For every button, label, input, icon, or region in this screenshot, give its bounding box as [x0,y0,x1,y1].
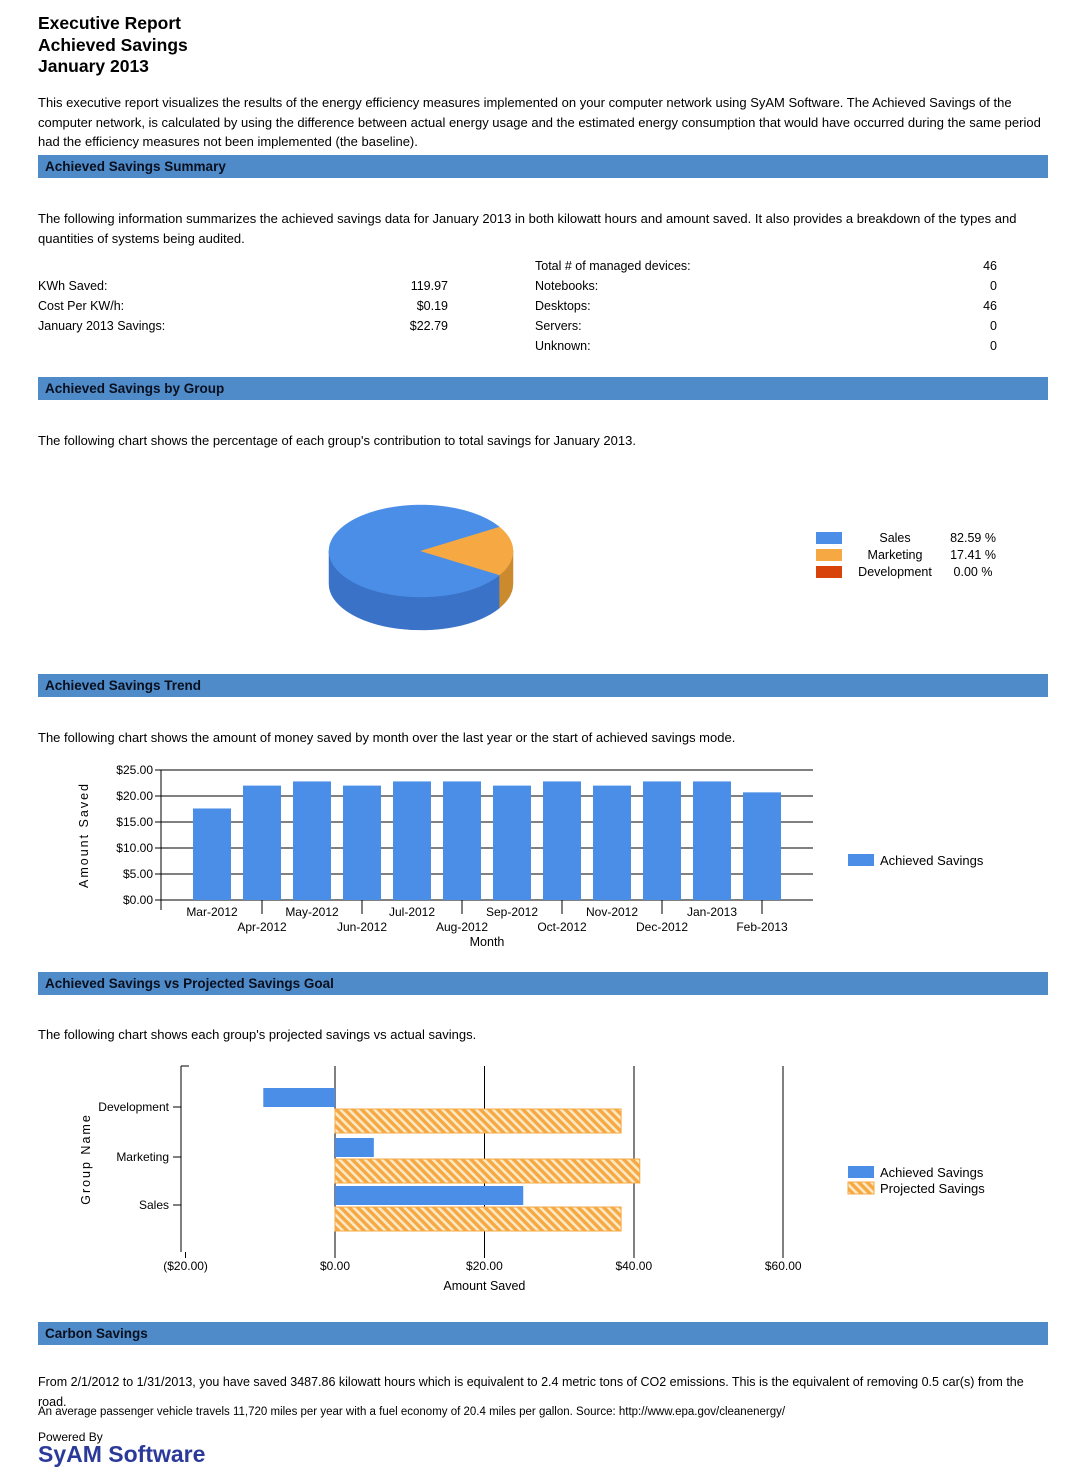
report-title [38,13,188,78]
svg-text:Nov-2012: Nov-2012 [585,905,639,919]
summary-label: Total # of managed devices: [535,259,691,273]
svg-text:Apr-2012: Apr-2012 [237,920,287,934]
trend-plot [77,763,813,949]
trend-bar-chart [38,758,1048,958]
trend-bar [193,808,231,900]
achieved-bar [335,1186,523,1205]
summary-value: 46 [983,299,997,313]
report-title-line3: January 2013 [38,56,149,76]
summary-right-labels [535,256,835,356]
projected-bar [335,1109,621,1133]
svg-text:May-2012: May-2012 [285,905,339,919]
svg-text:Achieved Savings: Achieved Savings [880,853,984,868]
svg-text:Marketing: Marketing [116,1150,169,1164]
summary-value: 0 [990,279,997,293]
section-header-vs-projected: Achieved Savings vs Projected Savings Goal [38,972,1048,995]
trend-bar [593,786,631,900]
svg-text:$20.00: $20.00 [116,789,153,803]
pie-legend-row [816,563,1008,580]
pie-legend-label: Development [858,564,932,579]
svg-text:$20.00: $20.00 [466,1259,503,1273]
section-header-trend: Achieved Savings Trend [38,674,1048,697]
report-title-line2: Achieved Savings [38,34,188,55]
trend-bar [743,792,781,900]
report-intro: This executive report visualizes the results of the energy efficiency measures implemented on your computer network using SyAM Software. The Achieved Savings of the computer network, is calculated by using the difference between actual energy usage and the estimated energy consumption that would have occurred during the same period had the efficiency measures not been implemented (the baseline). [38,95,1041,149]
svg-text:Sales: Sales [138,1198,169,1212]
trend-bar [393,781,431,900]
carbon-savings-text: From 2/1/2012 to 1/31/2013, you have saved 3487.86 kilowatt hours which is equivalent to 2.4 metric tons of CO2 emissions. This is the equivalent of removing 0.5 car(s) from the road. [38,1375,1024,1409]
svg-text:Amount Saved: Amount Saved [443,1279,526,1293]
svg-text:$5.00: $5.00 [122,867,153,881]
svg-text:Feb-2013: Feb-2013 [736,920,788,934]
trend-bar [343,786,381,900]
svg-text:$60.00: $60.00 [764,1259,802,1273]
carbon-source-text: An average passenger vehicle travels 11,720 miles per year with a fuel economy of 20.4 miles per gallon. Source: http://www.epa.gov/cleanenergy/ [38,1406,786,1418]
svg-text:$15.00: $15.00 [116,815,153,829]
syam-software-logo: SyAM Software [38,1441,206,1467]
summary-value: $22.79 [409,319,448,333]
summary-right-values [835,256,997,356]
svg-text:Oct-2012: Oct-2012 [537,920,587,934]
marketing-swatch-icon [816,549,842,561]
summary-label: Servers: [535,319,582,333]
vs-projected-description: The following chart shows each group's projected savings vs actual savings. [38,1027,477,1042]
summary-description: The following information summarizes the achieved savings data for January 2013 in both kilowatt hours and amount saved. It also provides a breakdown of the types and quantities of systems being audited. [38,211,1017,246]
pie-legend-label: Sales [879,530,911,545]
summary-value: 0 [990,319,997,333]
summary-label: KWh Saved: [38,279,108,293]
svg-text:Month: Month [469,935,505,949]
summary-value: 46 [983,259,997,273]
comparison-plot [79,1066,802,1293]
pie-legend [816,529,1008,580]
comparison-bar-chart [38,1055,1048,1300]
summary-value: 0 [990,339,997,353]
summary-label: January 2013 Savings: [38,319,166,333]
summary-label: Cost Per KW/h: [38,299,125,313]
svg-text:$0.00: $0.00 [122,893,153,907]
section-header-summary: Achieved Savings Summary [38,155,1048,178]
pie-legend-percent: 82.59 % [950,530,996,545]
achieved-bar [263,1088,335,1107]
summary-label: Unknown: [535,339,591,353]
projected-bar [335,1207,621,1231]
development-swatch-icon [816,566,842,578]
section-header-carbon: Carbon Savings [38,1322,1048,1345]
svg-text:$25.00: $25.00 [116,763,153,777]
trend-bar [693,781,731,900]
trend-bar [293,781,331,900]
svg-text:Dec-2012: Dec-2012 [635,920,689,934]
svg-text:Sep-2012: Sep-2012 [485,905,539,919]
by-group-description: The following chart shows the percentage of each group's contribution to total savings for January 2013. [38,433,636,448]
comparison-legend [848,1165,985,1196]
sales-swatch-icon [816,532,842,544]
summary-left-values [308,276,448,336]
report-title-line1: Executive Report [38,13,181,33]
svg-text:$10.00: $10.00 [116,841,153,855]
trend-bar [493,786,531,900]
pie-legend-label: Marketing [867,547,923,562]
summary-value: $0.19 [416,299,448,313]
achieved-bar [335,1138,374,1157]
trend-description: The following chart shows the amount of money saved by month over the last year or the start of achieved savings mode. [38,730,736,745]
trend-bar [243,786,281,900]
svg-text:$0.00: $0.00 [319,1259,351,1273]
svg-text:Amount Saved: Amount Saved [77,782,91,888]
svg-text:Jul-2012: Jul-2012 [388,905,436,919]
summary-label: Notebooks: [535,279,599,293]
svg-text:Mar-2012: Mar-2012 [186,905,238,919]
pie-legend-row [816,529,1008,546]
projected-bar [335,1159,640,1183]
svg-text:Group Name: Group Name [79,1113,93,1205]
pie-legend-percent: 17.41 % [950,547,996,562]
svg-text:Projected Savings: Projected Savings [880,1181,985,1196]
trend-bar [543,781,581,900]
pie-legend-percent: 0.00 % [953,564,993,579]
svg-text:Jan-2013: Jan-2013 [686,905,738,919]
powered-by-label: Powered By [38,1430,103,1444]
summary-value: 119.97 [410,279,448,293]
svg-text:$40.00: $40.00 [615,1259,653,1273]
svg-text:Jun-2012: Jun-2012 [336,920,388,934]
trend-legend [848,853,984,868]
summary-left-labels [38,276,308,336]
svg-text:($20.00): ($20.00) [163,1259,208,1273]
svg-text:Aug-2012: Aug-2012 [435,920,489,934]
svg-text:Development: Development [98,1100,169,1114]
pie-legend-row [816,546,1008,563]
section-header-by-group: Achieved Savings by Group [38,377,1048,400]
trend-bar [443,781,481,900]
trend-bar [643,781,681,900]
svg-text:Achieved Savings: Achieved Savings [880,1165,984,1180]
summary-label: Desktops: [535,299,591,313]
